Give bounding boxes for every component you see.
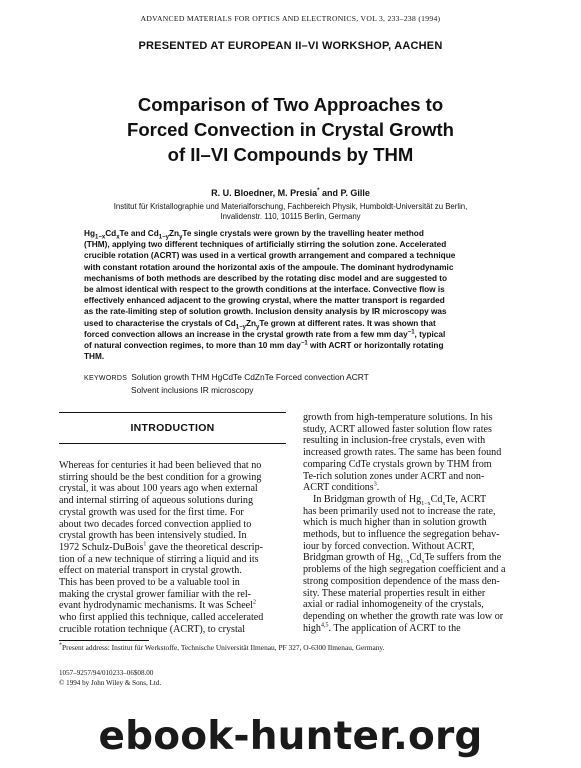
body-line: stirring should be the best condition for a growing <box>59 471 262 483</box>
keywords <box>84 372 504 395</box>
body-line: problems of the high segregation coefficient and a <box>303 564 506 576</box>
body-column-right <box>303 412 525 634</box>
footnote-divider <box>59 640 149 641</box>
body-line: crystal, it was about 100 years ago when external <box>59 483 258 495</box>
body-line: Te-rich solution zones under ACRT and non- <box>303 470 485 482</box>
abstract-line: forced convection allows an increase in the crystal growth rate from a few mm day$^{-1}$, typical <box>84 329 446 339</box>
body-line: sity. These material properties result in either <box>303 587 486 599</box>
body-line: comparing CdTe crystals grown by THM from <box>303 458 492 470</box>
body-line: study, ACRT allowed faster solution flow rates <box>303 423 492 435</box>
abstract-line: THM. <box>84 352 105 362</box>
body-line: depending on whether the growth rate was low or <box>303 610 504 622</box>
body-line: high$^{4,5}$. The application of ACRT to the <box>303 622 461 634</box>
body-line: evant hydrodynamic mechanisms. It was Scheel$^2$ <box>59 600 256 612</box>
title-line: Forced Convection in Crystal Growth <box>127 119 454 140</box>
issn-line: 1057–9257/94/010233–06$08.00 <box>59 669 154 677</box>
body-line: increased growth rates. The same has been found <box>303 447 502 459</box>
body-line: In Bridgman growth of $Hg_{1-x}Cd_xTe$, ACRT <box>313 493 487 507</box>
abstract-line: be almost identical with respect to the growth conditions at the interface. Convective flow is <box>84 285 445 295</box>
body-line: crystal growth has been intensively studied. In <box>59 530 247 542</box>
abstract-line: $Hg_{1-x}Cd_xTe$ and $Cd_{1-y}Zn_yTe$ single crystals were grown by the travelling heater method <box>84 229 424 241</box>
title-line: of II–VI Compounds by THM <box>167 144 414 165</box>
abstract <box>84 228 499 362</box>
body-line: growth from high-temperature solutions. In his <box>303 412 493 423</box>
abstract-line: effectively enhanced adjacent to the growing crystal, where the matter transport is regarded <box>84 296 445 306</box>
workshop-banner: PRESENTED AT EUROPEAN II–VI WORKSHOP, AACHEN <box>138 40 443 52</box>
body-line: who first applied this technique, called accelerated <box>59 612 264 624</box>
abstract-line: mechanisms of both methods are described by the rotating disc model and are suggested to <box>84 273 448 283</box>
affiliation-line: Invalidenstr. 110, 10115 Berlin, Germany <box>220 212 361 221</box>
author-names: and P. Gille <box>319 188 370 198</box>
affiliation-line: Institut für Kristallographie und Materialforschung, Fachbereich Physik, Humboldt-Universität zu Berlin, <box>113 202 468 211</box>
body-line: Whereas for centuries it had been believed that no <box>59 460 262 471</box>
footnote-marker: * <box>317 188 320 194</box>
abstract-line: with constant rotation around the horizontal axis of the ampoule. The dominant hydrodynamic <box>84 262 454 272</box>
paper-title <box>0 92 581 167</box>
abstract-line: (THM), applying two different techniques of artificially stirring the solution zone. Accelerated <box>84 240 447 250</box>
body-column-left <box>59 460 287 636</box>
body-line: ACRT conditions$^3$. <box>303 481 380 494</box>
abstract-line: of natural convection regimes, to more than 10 mm day$^{-1}$ with ACRT or horizontally rotating <box>84 340 444 351</box>
watermark: ebook-hunter.org <box>98 714 483 759</box>
abstract-line: used to characterise the crystals of $Cd_{1-y}Zn_yTe$ grown at different rates. It was shown that <box>84 318 436 331</box>
body-line: methods, but to influence the segregation behav- <box>303 529 500 541</box>
abstract-line: as the rate-limiting step of solution growth. Inclusion density analysis by IR microscopy was <box>84 307 447 317</box>
keywords-list: Solvent inclusions IR microscopy <box>131 384 254 395</box>
affiliation <box>0 202 581 222</box>
abstract-line: crucible rotation (ACRT) was used in a vertical growth arrangement and compared a technique <box>84 251 456 261</box>
body-line: making the crystal grower familiar with the rel- <box>59 588 251 600</box>
body-line: tion of a new technique of stirring a liquid and its <box>59 553 259 565</box>
keywords-label: KEYWORDS <box>84 375 128 382</box>
author-list <box>0 188 581 198</box>
body-line: resulting in inclusion-free crystals, even with <box>303 435 486 447</box>
title-line: Comparison of Two Approaches to <box>137 94 444 115</box>
author-names: R. U. Bloedner, M. Presia <box>211 188 318 198</box>
body-line: effect on material transport in crystal growth. <box>59 565 242 577</box>
body-line: strong composition dependence of the mass den- <box>303 575 500 587</box>
body-line: about two decades forced convection applied to <box>59 518 252 530</box>
copyright-line: © 1994 by John Wiley & Sons, Ltd. <box>59 679 162 687</box>
body-line: 1972 Schulz-DuBois$^1$ gave the theoretical descrip- <box>59 541 263 553</box>
footnote-text: Present address: Institut für Werkstoffe, Technische Universität Ilmenau, PF 327, O-6300 Ilmenau, Germany. <box>62 643 385 652</box>
copyright-block <box>59 668 161 688</box>
keywords-list: Solution growth THM HgCdTe CdZnTe Forced convection ACRT <box>131 372 369 382</box>
body-line: crystal growth was used for the first time. For <box>59 506 244 518</box>
body-line: This has been proved to be a valuable tool in <box>59 577 240 589</box>
body-line: which is much higher than in solution growth <box>303 517 487 529</box>
body-line: iour by forced convection. Without ACRT, <box>303 540 475 552</box>
body-line: axial or radial inhomogeneity of the crystals, <box>303 599 484 611</box>
footnote-marker: * <box>59 642 62 649</box>
section-heading: INTRODUCTION <box>130 422 215 434</box>
journal-header: ADVANCED MATERIALS FOR OPTICS AND ELECTRONICS, VOL 3, 233–238 (1994) <box>140 14 441 23</box>
body-line: and internal stirring of aqueous solutions during <box>59 495 253 507</box>
body-line: crucible rotation technique (ACRT), to crystal <box>59 623 246 635</box>
footnote <box>59 643 385 652</box>
body-line: has been primarily used not to increase the rate, <box>303 505 496 517</box>
body-line: Bridgman growth of $Hg_{1-x}Cd_xTe$ suffers from the <box>303 552 502 566</box>
